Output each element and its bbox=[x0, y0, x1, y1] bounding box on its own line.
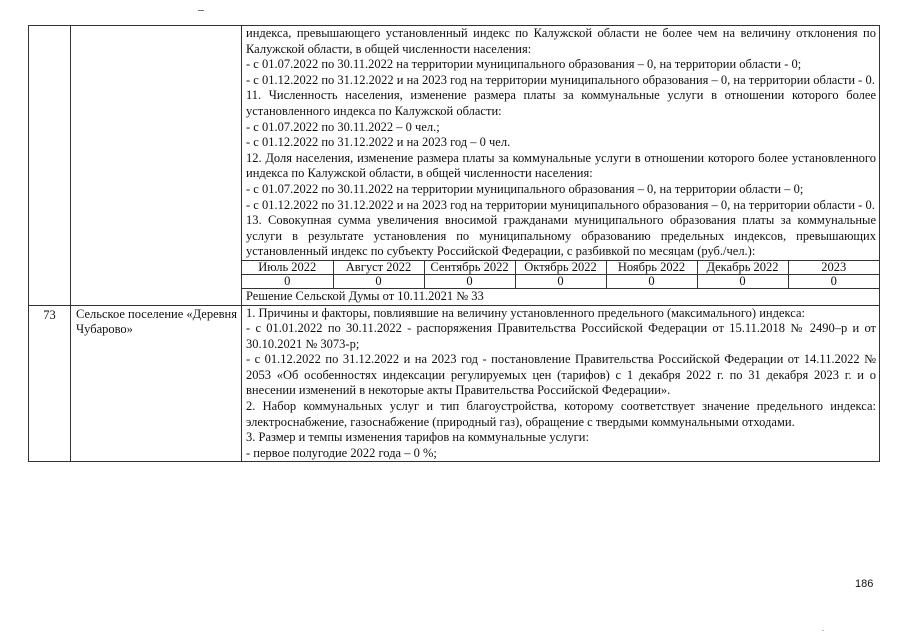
row-number-cell-empty bbox=[29, 26, 71, 306]
text-line: 3. Размер и темпы изменения тарифов на коммунальные услуги: bbox=[246, 430, 589, 445]
month-header: 2023 bbox=[788, 260, 879, 274]
month-value: 0 bbox=[515, 274, 606, 288]
text-line: индекса, превышающего установленный индекс по Калужской области не более чем на величину отклонения по Калужской области, в общей численности населения: bbox=[246, 26, 876, 56]
text-line: - с 01.12.2022 по 31.12.2022 и на 2023 год на территории муниципального образования – 0, на территории области - 0. bbox=[246, 72, 875, 87]
text-line: - с 01.07.2022 по 30.11.2022 на территории муниципального образования – 0, на территории области - 0; bbox=[246, 57, 802, 72]
monthly-sum-table bbox=[242, 260, 879, 289]
month-value: 0 bbox=[697, 274, 788, 288]
text-line: - с 01.07.2022 по 30.11.2022 на территории муниципального образования – 0, на территории области – 0; bbox=[246, 181, 804, 196]
page-number: 186 bbox=[855, 578, 874, 590]
months-value-row bbox=[242, 274, 879, 288]
text-line: 13. Совокупная сумма увеличения вносимой гражданами муниципального образования платы за коммунальные услуги в результате установления по муниципальному образованию предельных индексов, превышающих установленный индекс по субъекту Российской Федерации, с разбивкой по месяцам (руб./чел.): bbox=[246, 213, 876, 259]
month-value: 0 bbox=[606, 274, 697, 288]
text-line: - с 01.12.2022 по 31.12.2022 и на 2023 год на территории муниципального образования – 0, на территории области - 0. bbox=[246, 197, 875, 212]
scan-mark bbox=[198, 10, 204, 11]
table-row-73 bbox=[29, 305, 880, 462]
text-line: - с 01.12.2022 по 31.12.2022 и на 2023 год – 0 чел. bbox=[246, 135, 511, 150]
month-value: 0 bbox=[242, 274, 333, 288]
month-header: Октябрь 2022 bbox=[515, 260, 606, 274]
settlement-name: Сельское поселение «Деревня Чубарово» bbox=[71, 305, 242, 462]
month-header: Сентябрь 2022 bbox=[424, 260, 515, 274]
decision-reference: Решение Сельской Думы от 10.11.2021 № 33 bbox=[246, 288, 484, 303]
settlement-name-cell-empty bbox=[71, 26, 242, 306]
month-value: 0 bbox=[788, 274, 879, 288]
text-line: - с 01.07.2022 по 30.11.2022 – 0 чел.; bbox=[246, 119, 440, 134]
row-number: 73 bbox=[29, 305, 71, 462]
month-header: Ноябрь 2022 bbox=[606, 260, 697, 274]
row-content-cell bbox=[242, 26, 880, 306]
months-header-row bbox=[242, 260, 879, 274]
text-line: 11. Численность населения, изменение размера платы за коммунальные услуги в отношении которого более установленного индекса по Калужской области: bbox=[246, 88, 876, 118]
table-row-continued bbox=[29, 26, 880, 306]
text-line: 12. Доля населения, изменение размера платы за коммунальные услуги в отношении которого более установленного индекса по Калужской области, в общей численности населения: bbox=[246, 150, 876, 181]
month-value: 0 bbox=[424, 274, 515, 288]
text-line: 1. Причины и факторы, повлиявшие на величину установленного предельного (максимального) индекса: bbox=[246, 305, 805, 320]
month-header: Июль 2022 bbox=[242, 260, 333, 274]
text-line: 2. Набор коммунальных услуг и тип благоустройства, которому соответствует значение предельного индекса: электроснабжение, газоснабжение (природный газ), обращение с твердыми коммунальными отходами. bbox=[246, 399, 876, 429]
month-header: Декабрь 2022 bbox=[697, 260, 788, 274]
row-content-cell bbox=[242, 305, 880, 462]
text-line: - с 01.12.2022 по 31.12.2022 и на 2023 год - постановление Правительства Российской Федерации от 14.11.2022 № 2053 «Об особенностях индексации регулируемых цен (тарифов) с 1 декабря 2022 г. по 31 декабря 2023 г. и о внесении изменений в некоторые акты Правительства Российской Федерации». bbox=[246, 352, 876, 398]
text-line: - первое полугодие 2022 года – 0 %; bbox=[246, 445, 437, 460]
scan-dot bbox=[822, 630, 824, 631]
text-line: - с 01.01.2022 по 30.11.2022 - распоряжения Правительства Российской Федерации от 15.11.2018 № 2490–р и от 30.10.2021 № 3073-р; bbox=[246, 321, 876, 351]
indices-table bbox=[28, 25, 880, 462]
month-header: Август 2022 bbox=[333, 260, 424, 274]
month-value: 0 bbox=[333, 274, 424, 288]
